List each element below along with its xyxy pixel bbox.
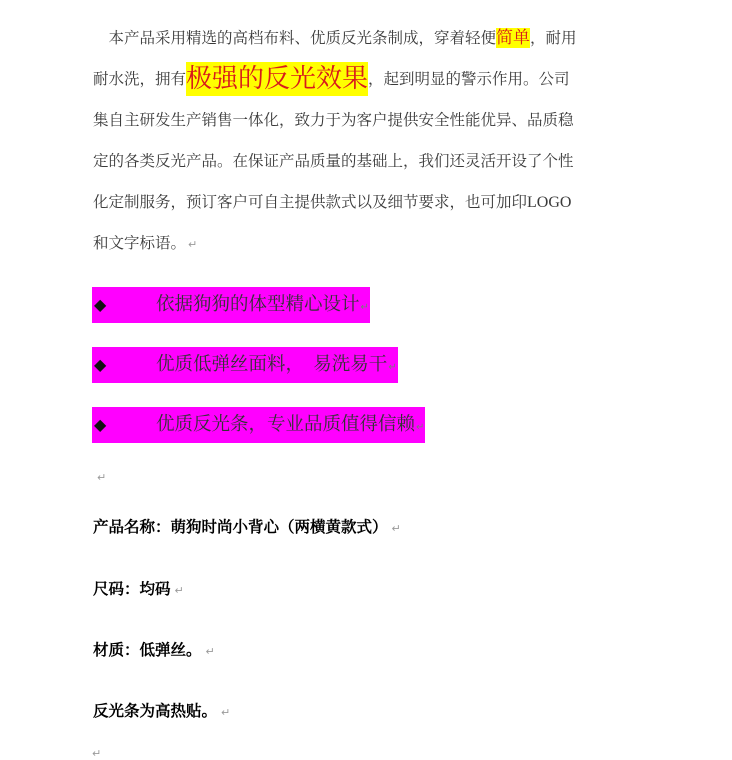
spec-text: 尺码：均码 <box>93 579 171 598</box>
intro-line-6 <box>93 223 653 264</box>
paragraph-mark-icon: ↵ <box>416 422 425 433</box>
intro-line-4: 定的各类反光产品。在保证产品质量的基础上，我们还灵活开设了个性 <box>93 152 574 170</box>
diamond-bullet-icon: ◆ <box>94 295 107 314</box>
paragraph-mark-icon: ↵ <box>360 302 369 313</box>
spec-text: 产品名称：萌狗时尚小背心（两横黄款式） <box>93 517 388 536</box>
intro-text: ，起到明显的警示作用。公司 <box>368 70 570 88</box>
paragraph-mark-icon: ↵ <box>388 362 397 373</box>
spec-product-name <box>93 515 401 537</box>
paragraph-mark-icon: ↵ <box>188 238 198 251</box>
intro-text: ，耐用 <box>530 29 577 47</box>
spec-reflective-strip <box>93 699 230 721</box>
intro-line-1 <box>93 18 653 59</box>
bullet-item-reflective <box>92 407 425 443</box>
paragraph-mark-icon: ↵ <box>92 747 102 760</box>
highlight-simple: 简单 <box>496 28 531 48</box>
intro-line-2 <box>93 59 653 100</box>
spec-text: 材质：低弹丝。 <box>93 640 202 659</box>
intro-text: 化定制服务，预订客户可自主提供款式以及细节要求，也可加印 <box>93 193 528 211</box>
paragraph-mark-icon: ↵ <box>205 645 215 658</box>
intro-text: 耐水洗，拥有 <box>93 70 187 88</box>
logo-word: LOGO <box>527 194 572 211</box>
intro-line-5 <box>93 182 653 223</box>
paragraph-mark-icon: ↵ <box>391 522 401 535</box>
spec-size <box>93 577 184 599</box>
bullet-text: 优质低弹丝面料， 易洗易干 <box>156 354 388 375</box>
spec-text: 反光条为高热贴。 <box>93 701 218 720</box>
bullet-item-fabric <box>92 347 398 383</box>
intro-text: 和文字标语。 <box>93 234 187 252</box>
bullet-text: 优质反光条，专业品质值得信赖 <box>156 414 416 435</box>
intro-paragraph <box>93 18 653 264</box>
highlight-reflective-effect: 极强的反光效果 <box>186 64 369 94</box>
intro-line-3: 集自主研发生产销售一体化，致力于为客户提供安全性能优异、品质稳 <box>93 111 574 129</box>
diamond-bullet-icon: ◆ <box>94 355 107 374</box>
intro-text: 本产品采用精选的高档布料、优质反光条制成，穿着轻便 <box>93 29 497 47</box>
paragraph-mark-icon: ↵ <box>97 471 107 484</box>
paragraph-mark-icon: ↵ <box>221 706 231 719</box>
spec-material <box>93 638 215 660</box>
bullet-text: 依据狗狗的体型精心设计 <box>156 294 360 315</box>
diamond-bullet-icon: ◆ <box>94 415 107 434</box>
paragraph-mark-icon: ↵ <box>174 584 184 597</box>
bullet-item-design <box>92 287 370 323</box>
